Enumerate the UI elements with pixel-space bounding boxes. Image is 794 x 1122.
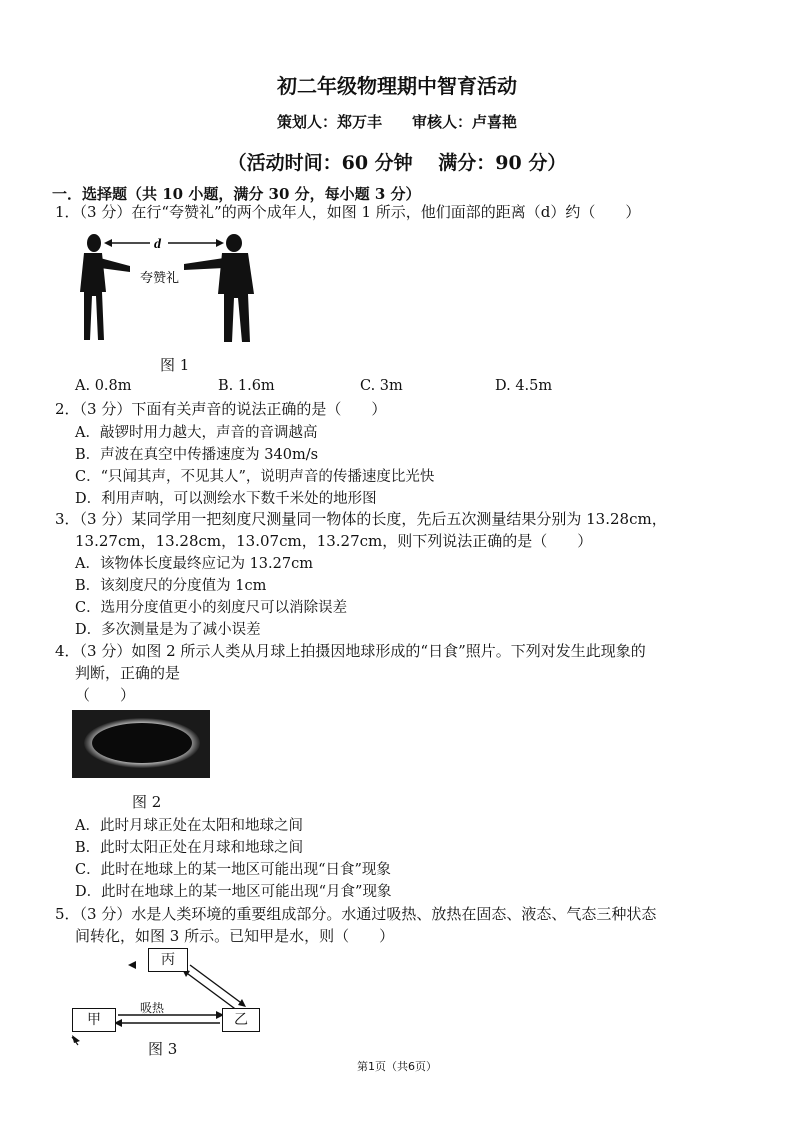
q2-stem: 2．（3 分）下面有关声音的说法正确的是（ ） xyxy=(55,400,387,418)
page-title: 初二年级物理期中智育活动 xyxy=(277,74,517,98)
q5-stem-line1: 5．（3 分）水是人类环境的重要组成部分。水通过吸热、放热在固态、液态、气态三种状态 xyxy=(55,905,657,923)
q1-option-d: D. 4.5m xyxy=(495,378,553,394)
q2-option-b: B．声波在真空中传播速度为 340m/s xyxy=(75,447,319,463)
right-person-silhouette xyxy=(184,234,254,342)
left-person-silhouette xyxy=(80,234,130,340)
time-info: （活动时间：60 分钟 满分：90 分） xyxy=(227,152,567,174)
q3-option-a: A．该物体长度最终应记为 13.27cm xyxy=(75,556,313,572)
figure-3-caption: 图 3 xyxy=(148,1040,178,1058)
q3-stem-line2: 13.27cm，13.28cm，13.07cm，13.27cm，则下列说法正确的是（ ） xyxy=(75,532,593,550)
q2-option-c: C．“只闻其声，不见其人”，说明声音的传播速度比光快 xyxy=(75,469,435,485)
q4-option-a: A．此时月球正处在太阳和地球之间 xyxy=(75,818,303,834)
q4-stem-line1: 4．（3 分）如图 2 所示人类从月球上拍摄因地球形成的“日食”照片。下列对发生此现象的 xyxy=(55,642,646,660)
q4-option-b: B．此时太阳正处在月球和地球之间 xyxy=(75,840,304,856)
q1-option-a: A. 0.8m xyxy=(75,378,132,394)
q3-option-b: B．该刻度尺的分度值为 1cm xyxy=(75,578,267,594)
fig1-caption-label: 夸赞礼 xyxy=(140,271,180,286)
q3-option-d: D．多次测量是为了减小误差 xyxy=(75,622,261,638)
figure-1-compliment-pose xyxy=(72,230,272,350)
box-bing: 丙 xyxy=(148,948,188,972)
q4-option-d: D．此时在地球上的某一地区可能出现“月食”现象 xyxy=(75,884,392,900)
q5-stem-line2: 间转化，如图 3 所示。已知甲是水，则（ ） xyxy=(75,927,395,945)
figure-1-caption: 图 1 xyxy=(160,356,190,374)
arrow-label-absorb-heat: 吸热 xyxy=(140,1001,165,1015)
box-yi: 乙 xyxy=(222,1008,260,1032)
fig1-d-label: d xyxy=(154,237,161,252)
q2-option-d: D．利用声呐，可以测绘水下数千米处的地形图 xyxy=(75,491,377,507)
q1-option-c: C. 3m xyxy=(360,378,403,394)
q4-stem-line2: 判断，正确的是 xyxy=(75,664,181,682)
page-footer: 第1页（共6页） xyxy=(357,1060,437,1073)
staff-line: 策划人：郑万丰 审核人：卢喜艳 xyxy=(276,113,517,131)
figure-2-caption: 图 2 xyxy=(132,793,162,811)
q4-option-c: C．此时在地球上的某一地区可能出现“日食”现象 xyxy=(75,862,391,878)
q2-option-a: A．敲锣时用力越大，声音的音调越高 xyxy=(75,425,318,441)
figure-2-eclipse-photo xyxy=(72,710,210,778)
section-heading: 一．选择题（共 10 小题，满分 30 分，每小题 3 分） xyxy=(52,185,421,203)
q3-stem-line1: 3．（3 分）某同学用一把刻度尺测量同一物体的长度，先后五次测量结果分别为 13.28cm， xyxy=(55,510,667,528)
q1-option-b: B. 1.6m xyxy=(218,378,275,394)
box-jia: 甲 xyxy=(72,1008,116,1032)
q4-stem-line3: （ ） xyxy=(75,686,136,704)
q1-stem: 1．（3 分）在行“夸赞礼”的两个成年人，如图 1 所示，他们面部的距离（d）约（ ） xyxy=(55,203,641,221)
distance-arrow xyxy=(104,239,224,247)
q3-option-c: C．选用分度值更小的刻度尺可以消除误差 xyxy=(75,600,348,616)
